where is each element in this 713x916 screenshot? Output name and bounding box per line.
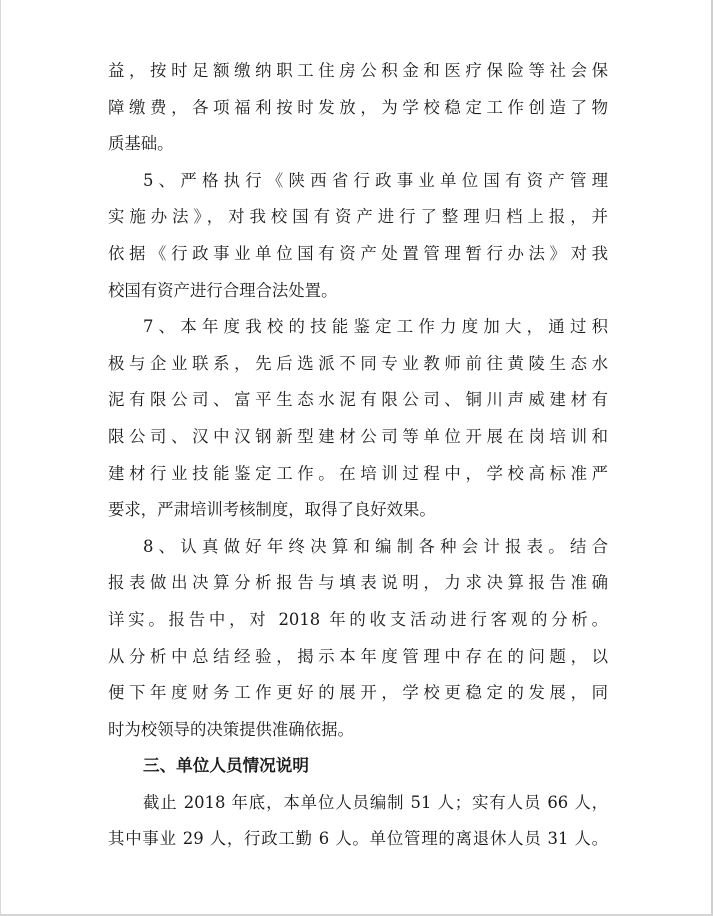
text-line: 实施办法》，对我校国有资产进行了整理归档上报，并 xyxy=(108,207,608,227)
paragraph-welfare xyxy=(108,53,608,163)
paragraph-item-7-skills xyxy=(108,309,608,529)
text-line: 截止 2018 年底，本单位人员编制 51 人；实有人员 66 人， xyxy=(143,792,608,812)
text-line: 建材行业技能鉴定工作。在培训过程中，学校高标准严 xyxy=(108,463,608,483)
text-line: 从分析中总结经验，揭示本年度管理中存在的问题，以 xyxy=(108,646,608,666)
text-line: 限公司、汉中汉钢新型建材公司等单位开展在岗培训和 xyxy=(108,426,608,446)
page-edge-left xyxy=(0,0,1,916)
text-line: 障缴费，各项福利按时发放，为学校稳定工作创造了物 xyxy=(108,97,608,117)
text-line: 便下年度财务工作更好的展开，学校更稳定的发展，同 xyxy=(108,683,608,703)
text-line: 校国有资产进行合理合法处置。 xyxy=(108,280,338,300)
section-heading: 三、单位人员情况说明 xyxy=(143,756,309,776)
text-line: 其中事业 29 人，行政工勤 6 人。单位管理的离退休人员 31 人。 xyxy=(108,829,608,849)
text-line: 7、本年度我校的技能鉴定工作力度加大，通过积 xyxy=(143,317,608,337)
text-line: 质基础。 xyxy=(108,134,174,154)
text-line: 8、认真做好年终决算和编制各种会计报表。结合 xyxy=(143,536,608,556)
text-line: 时为校领导的决策提供准确依据。 xyxy=(108,719,354,739)
document-body xyxy=(108,53,608,858)
paragraph-item-8-accounts xyxy=(108,529,608,749)
text-line: 要求，严肃培训考核制度，取得了良好效果。 xyxy=(108,500,436,520)
paragraph-staff xyxy=(108,785,608,858)
text-line: 极与企业联系，先后选派不同专业教师前往黄陵生态水 xyxy=(108,353,608,373)
text-line: 益，按时足额缴纳职工住房公积金和医疗保险等社会保 xyxy=(108,61,608,80)
text-line: 依据《行政事业单位国有资产处置管理暂行办法》对我 xyxy=(108,243,608,263)
text-line: 泥有限公司、富平生态水泥有限公司、铜川声威建材有 xyxy=(108,390,608,410)
text-line: 详实。报告中，对 2018 年的收支活动进行客观的分析。 xyxy=(108,609,608,629)
text-line: 5、严格执行《陕西省行政事业单位国有资产管理 xyxy=(143,170,608,190)
text-line: 报表做出决算分析报告与填表说明，力求决算报告准确 xyxy=(108,573,608,593)
paragraph-item-5-assets xyxy=(108,163,608,309)
